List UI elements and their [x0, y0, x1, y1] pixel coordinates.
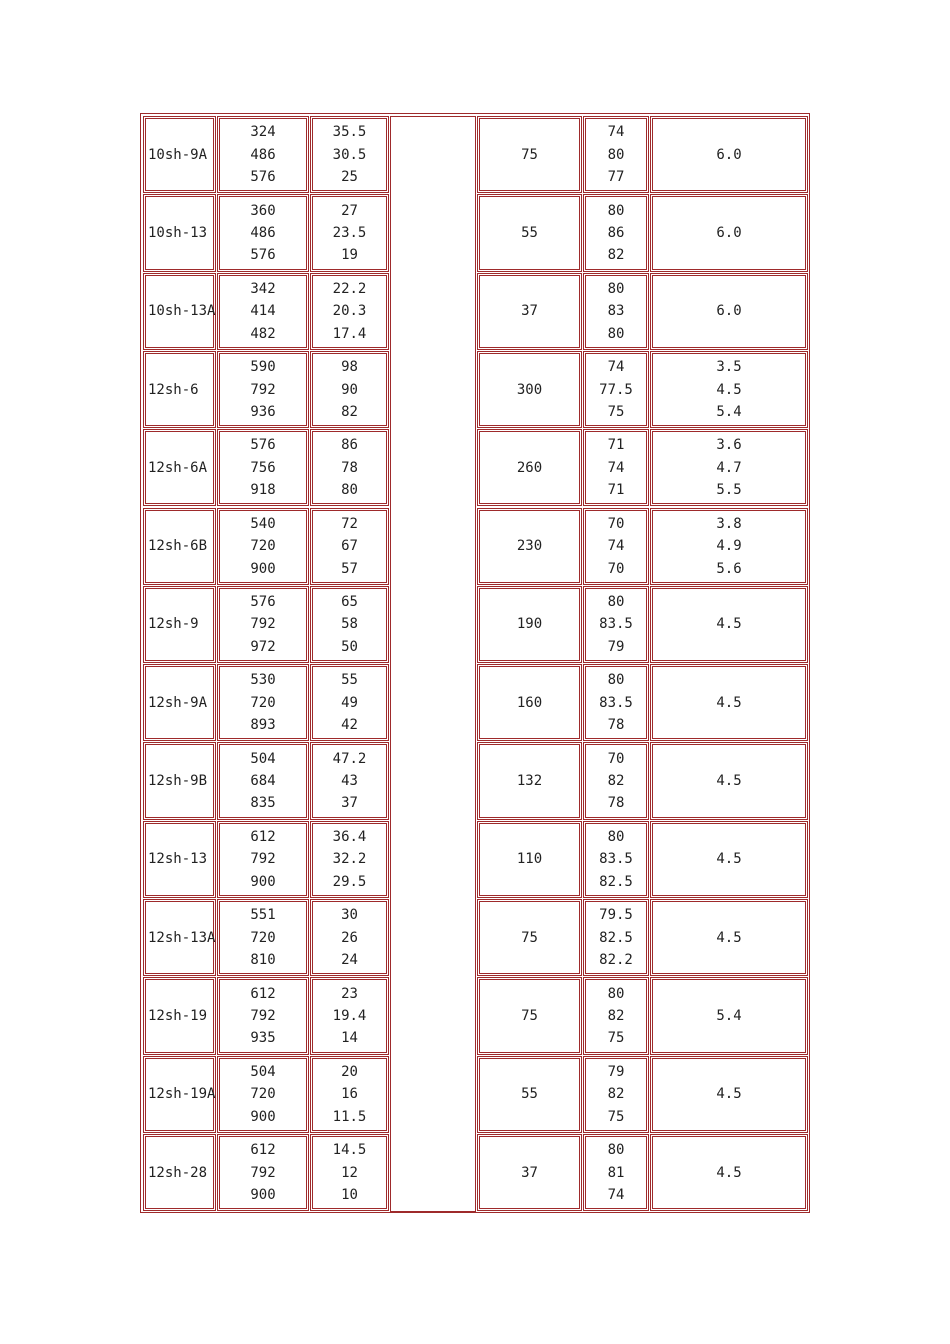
- cell-value: 900: [250, 560, 276, 577]
- cell-value: 75: [521, 146, 538, 163]
- cell-value: 160: [516, 694, 543, 711]
- cell-value: 80: [607, 672, 625, 689]
- cell-power: [477, 586, 582, 663]
- cell-value: 57: [341, 560, 358, 577]
- cell-npsh: [650, 429, 808, 506]
- cell-head: [310, 273, 389, 350]
- cell-value: 504: [250, 1063, 276, 1080]
- cell-value: 82.5: [599, 929, 633, 946]
- cell-value: 80: [607, 325, 625, 342]
- cell-value: 5.6: [716, 560, 742, 577]
- cell-flow: [217, 508, 309, 585]
- cell-flow: [217, 273, 309, 350]
- cell-value: 12sh-9: [148, 616, 199, 633]
- cell-value: 486: [250, 224, 276, 241]
- cell-value: 81: [607, 1164, 625, 1181]
- cell-value: 83.5: [599, 694, 633, 711]
- cell-value: 132: [516, 773, 543, 790]
- cell-value: 77: [607, 169, 625, 186]
- cell-flow: [217, 742, 309, 819]
- cell-value: 835: [250, 795, 276, 812]
- cell-value: 86: [607, 224, 625, 241]
- cell-npsh: [650, 194, 808, 271]
- cell-value: 720: [250, 1086, 276, 1103]
- cell-value: 75: [521, 1007, 538, 1024]
- cell-flow: [217, 194, 309, 271]
- cell-value: 4.5: [716, 616, 742, 633]
- cell-npsh: [650, 116, 808, 193]
- cell-value: 50: [341, 638, 358, 655]
- cell-power: [477, 508, 582, 585]
- cell-model: [143, 508, 216, 585]
- cell-value: 720: [250, 694, 276, 711]
- cell-power: [477, 977, 582, 1054]
- cell-value: 70: [607, 560, 625, 577]
- cell-npsh: [650, 1056, 808, 1133]
- cell-value: 5.5: [716, 482, 742, 499]
- cell-value: 935: [250, 1030, 276, 1047]
- cell-value: 80: [607, 202, 625, 219]
- cell-value: 12sh-9A: [148, 694, 208, 711]
- cell-value: 82: [341, 403, 358, 420]
- cell-eff: [583, 508, 649, 585]
- cell-flow: [217, 664, 309, 741]
- cell-value: 6.0: [716, 146, 742, 163]
- blank-merged-column: [390, 116, 476, 1212]
- cell-value: 918: [250, 482, 276, 499]
- cell-power: [477, 1056, 582, 1133]
- cell-head: [310, 586, 389, 663]
- cell-value: 42: [341, 717, 358, 734]
- cell-value: 3.6: [716, 437, 742, 454]
- cell-value: 78: [341, 459, 358, 476]
- cell-value: 900: [250, 873, 276, 890]
- cell-value: 83.5: [599, 851, 633, 868]
- cell-value: 25: [341, 169, 358, 186]
- cell-value: 49: [341, 694, 358, 711]
- cell-value: 80: [341, 482, 358, 499]
- cell-npsh: [650, 821, 808, 898]
- cell-value: 12sh-19A: [148, 1086, 216, 1103]
- cell-value: 27: [341, 202, 358, 219]
- cell-value: 12sh-6A: [148, 459, 208, 476]
- cell-value: 20: [341, 1063, 358, 1080]
- cell-value: 37: [341, 795, 358, 812]
- cell-value: 12sh-13: [148, 851, 208, 868]
- cell-value: 576: [250, 247, 276, 264]
- cell-value: 720: [250, 929, 276, 946]
- cell-value: 260: [516, 459, 543, 476]
- cell-model: [143, 273, 216, 350]
- cell-eff: [583, 586, 649, 663]
- cell-value: 590: [250, 359, 276, 376]
- cell-eff: [583, 899, 649, 976]
- cell-npsh: [650, 351, 808, 428]
- cell-head: [310, 1134, 389, 1211]
- cell-value: 24: [341, 952, 358, 969]
- cell-head: [310, 116, 389, 193]
- cell-value: 83.5: [599, 616, 633, 633]
- cell-value: 82.5: [599, 873, 633, 890]
- cell-value: 230: [516, 538, 543, 555]
- cell-value: 19: [341, 247, 358, 264]
- cell-value: 530: [250, 672, 276, 689]
- cell-value: 71: [607, 482, 625, 499]
- cell-value: 79: [607, 638, 625, 655]
- cell-value: 720: [250, 538, 276, 555]
- cell-value: 55: [521, 224, 538, 241]
- cell-value: 30: [341, 907, 358, 924]
- cell-head: [310, 664, 389, 741]
- cell-value: 10sh-13A: [148, 303, 216, 320]
- cell-value: 14: [341, 1030, 358, 1047]
- cell-value: 30.5: [332, 146, 367, 163]
- cell-value: 26: [341, 929, 358, 946]
- cell-value: 23: [341, 985, 358, 1002]
- cell-value: 55: [521, 1086, 538, 1103]
- cell-model: [143, 429, 216, 506]
- cell-value: 12: [341, 1164, 358, 1181]
- cell-value: 3.8: [716, 515, 742, 532]
- cell-value: 82.2: [599, 952, 633, 969]
- cell-model: [143, 116, 216, 193]
- cell-value: 43: [341, 773, 358, 790]
- cell-value: 35.5: [332, 124, 367, 141]
- cell-value: 80: [607, 828, 625, 845]
- cell-model: [143, 664, 216, 741]
- cell-value: 12sh-6: [148, 381, 199, 398]
- cell-model: [143, 1056, 216, 1133]
- cell-flow: [217, 116, 309, 193]
- cell-value: 74: [607, 124, 625, 141]
- cell-flow: [217, 1056, 309, 1133]
- cell-value: 78: [607, 795, 625, 812]
- cell-value: 540: [250, 515, 276, 532]
- cell-value: 486: [250, 146, 276, 163]
- cell-eff: [583, 977, 649, 1054]
- cell-value: 4.5: [716, 1086, 742, 1103]
- cell-value: 70: [607, 750, 625, 767]
- cell-value: 936: [250, 403, 276, 420]
- cell-value: 29.5: [332, 873, 367, 890]
- cell-value: 90: [341, 381, 358, 398]
- cell-value: 98: [341, 359, 358, 376]
- cell-value: 893: [250, 717, 276, 734]
- cell-value: 74: [607, 459, 625, 476]
- cell-value: 12sh-28: [148, 1164, 208, 1181]
- cell-flow: [217, 586, 309, 663]
- cell-head: [310, 429, 389, 506]
- cell-value: 12sh-13A: [148, 929, 216, 946]
- cell-value: 82: [607, 1007, 625, 1024]
- cell-value: 4.5: [716, 694, 742, 711]
- cell-head: [310, 977, 389, 1054]
- cell-power: [477, 273, 582, 350]
- cell-value: 32.2: [332, 851, 367, 868]
- cell-model: [143, 742, 216, 819]
- cell-value: 74: [607, 1186, 625, 1203]
- cell-head: [310, 821, 389, 898]
- cell-head: [310, 351, 389, 428]
- cell-value: 11.5: [332, 1108, 367, 1125]
- cell-flow: [217, 1134, 309, 1211]
- cell-value: 14.5: [332, 1142, 367, 1159]
- cell-value: 4.5: [716, 381, 742, 398]
- cell-value: 792: [250, 616, 276, 633]
- cell-value: 612: [250, 985, 276, 1002]
- cell-value: 612: [250, 828, 276, 845]
- cell-flow: [217, 899, 309, 976]
- cell-npsh: [650, 742, 808, 819]
- cell-value: 6.0: [716, 303, 742, 320]
- cell-value: 47.2: [332, 750, 367, 767]
- cell-power: [477, 821, 582, 898]
- cell-npsh: [650, 899, 808, 976]
- cell-value: 5.4: [716, 1007, 742, 1024]
- cell-value: 12sh-9B: [148, 773, 208, 790]
- cell-value: 70: [607, 515, 625, 532]
- cell-value: 77.5: [599, 381, 633, 398]
- cell-value: 756: [250, 459, 276, 476]
- cell-power: [477, 664, 582, 741]
- cell-model: [143, 977, 216, 1054]
- cell-value: 82: [607, 247, 625, 264]
- cell-flow: [217, 977, 309, 1054]
- cell-value: 300: [516, 381, 543, 398]
- cell-eff: [583, 742, 649, 819]
- cell-model: [143, 194, 216, 271]
- cell-value: 80: [607, 146, 625, 163]
- cell-value: 551: [250, 907, 276, 924]
- cell-head: [310, 1056, 389, 1133]
- cell-value: 86: [341, 437, 358, 454]
- cell-value: 80: [607, 985, 625, 1002]
- cell-value: 6.0: [716, 224, 742, 241]
- cell-value: 190: [516, 616, 543, 633]
- cell-value: 792: [250, 381, 276, 398]
- cell-value: 504: [250, 750, 276, 767]
- cell-value: 36.4: [332, 828, 367, 845]
- pump-spec-table: [140, 113, 810, 1213]
- cell-eff: [583, 273, 649, 350]
- cell-npsh: [650, 273, 808, 350]
- cell-value: 324: [250, 124, 276, 141]
- cell-value: 16: [341, 1086, 358, 1103]
- cell-value: 972: [250, 638, 276, 655]
- cell-value: 75: [607, 1108, 625, 1125]
- cell-value: 75: [607, 1030, 625, 1047]
- cell-value: 4.5: [716, 773, 742, 790]
- cell-value: 82: [607, 1086, 625, 1103]
- cell-value: 576: [250, 437, 276, 454]
- cell-value: 110: [516, 851, 543, 868]
- cell-value: 3.5: [716, 359, 742, 376]
- cell-value: 74: [607, 359, 625, 376]
- cell-value: 10sh-9A: [148, 146, 208, 163]
- cell-power: [477, 429, 582, 506]
- cell-value: 65: [341, 594, 358, 610]
- cell-value: 4.5: [716, 851, 742, 868]
- cell-model: [143, 1134, 216, 1211]
- cell-npsh: [650, 977, 808, 1054]
- cell-eff: [583, 821, 649, 898]
- cell-value: 37: [521, 1164, 538, 1181]
- cell-eff: [583, 351, 649, 428]
- cell-value: 12sh-19: [148, 1007, 208, 1024]
- cell-value: 75: [521, 929, 538, 946]
- cell-value: 342: [250, 280, 276, 297]
- cell-value: 5.4: [716, 403, 742, 420]
- cell-value: 900: [250, 1108, 276, 1125]
- cell-value: 67: [341, 538, 358, 555]
- cell-head: [310, 194, 389, 271]
- cell-eff: [583, 1134, 649, 1211]
- cell-value: 80: [607, 594, 625, 610]
- cell-value: 79: [607, 1063, 625, 1080]
- cell-model: [143, 821, 216, 898]
- cell-value: 576: [250, 594, 276, 610]
- cell-value: 20.3: [332, 303, 367, 320]
- cell-value: 10: [341, 1186, 358, 1203]
- cell-value: 4.5: [716, 1164, 742, 1181]
- cell-value: 360: [250, 202, 276, 219]
- cell-value: 810: [250, 952, 276, 969]
- cell-npsh: [650, 508, 808, 585]
- cell-value: 684: [250, 773, 276, 790]
- cell-eff: [583, 429, 649, 506]
- cell-value: 80: [607, 280, 625, 297]
- cell-eff: [583, 1056, 649, 1133]
- cell-power: [477, 116, 582, 193]
- cell-value: 4.7: [716, 459, 742, 476]
- cell-eff: [583, 194, 649, 271]
- cell-value: 414: [250, 303, 276, 320]
- cell-value: 612: [250, 1142, 276, 1159]
- cell-value: 55: [341, 672, 358, 689]
- cell-value: 900: [250, 1186, 276, 1203]
- cell-value: 792: [250, 1007, 276, 1024]
- cell-model: [143, 351, 216, 428]
- cell-value: 12sh-6B: [148, 538, 208, 555]
- cell-value: 10sh-13: [148, 224, 208, 241]
- cell-value: 792: [250, 851, 276, 868]
- cell-value: 19.4: [332, 1007, 367, 1024]
- cell-eff: [583, 664, 649, 741]
- cell-power: [477, 899, 582, 976]
- cell-value: 792: [250, 1164, 276, 1181]
- cell-value: 83: [607, 303, 625, 320]
- cell-flow: [217, 351, 309, 428]
- cell-power: [477, 351, 582, 428]
- cell-value: 78: [607, 717, 625, 734]
- cell-eff: [583, 116, 649, 193]
- cell-power: [477, 194, 582, 271]
- cell-value: 71: [607, 437, 625, 454]
- cell-value: 4.9: [716, 538, 742, 555]
- cell-npsh: [650, 664, 808, 741]
- cell-head: [310, 899, 389, 976]
- cell-value: 80: [607, 1142, 625, 1159]
- cell-flow: [217, 821, 309, 898]
- cell-npsh: [650, 586, 808, 663]
- cell-value: 482: [250, 325, 276, 342]
- cell-head: [310, 742, 389, 819]
- cell-model: [143, 586, 216, 663]
- cell-value: 75: [607, 403, 625, 420]
- cell-flow: [217, 429, 309, 506]
- cell-value: 4.5: [716, 929, 742, 946]
- cell-model: [143, 899, 216, 976]
- cell-value: 17.4: [332, 325, 367, 342]
- cell-value: 74: [607, 538, 625, 555]
- cell-head: [310, 508, 389, 585]
- cell-value: 79.5: [599, 907, 633, 924]
- cell-value: 37: [521, 303, 538, 320]
- cell-value: 58: [341, 616, 358, 633]
- cell-power: [477, 1134, 582, 1211]
- cell-value: 23.5: [332, 224, 367, 241]
- cell-value: 576: [250, 169, 276, 186]
- cell-npsh: [650, 1134, 808, 1211]
- cell-value: 72: [341, 515, 358, 532]
- cell-power: [477, 742, 582, 819]
- cell-value: 22.2: [332, 280, 367, 297]
- cell-value: 82: [607, 773, 625, 790]
